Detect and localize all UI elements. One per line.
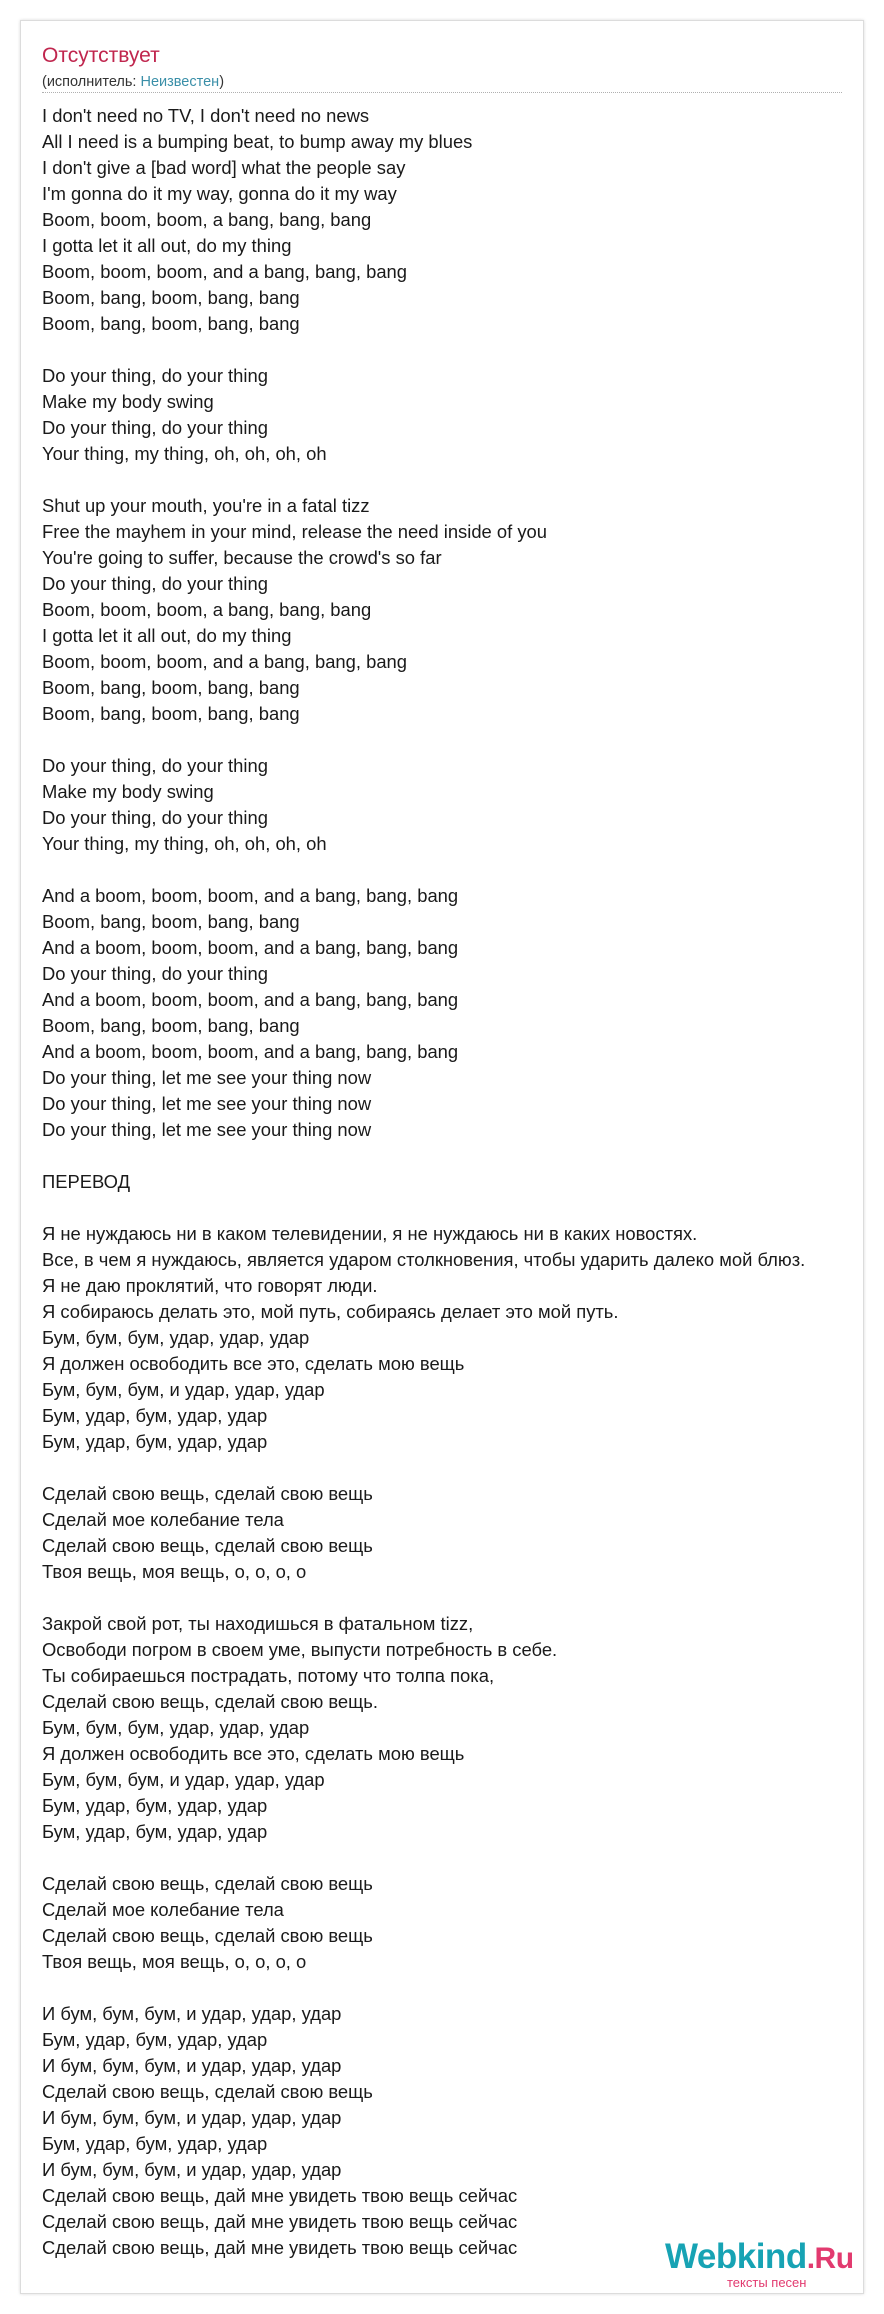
- lyric-line: Boom, boom, boom, and a bang, bang, bang: [42, 261, 408, 282]
- artist-line: [42, 72, 224, 92]
- lyric-line: Ты собираешься пострадать, потому что толпа пока,: [42, 1665, 495, 1686]
- lyric-blank-line: [42, 337, 878, 363]
- lyric-line: Сделай свою вещь, сделай свою вещь.: [42, 1691, 378, 1712]
- lyric-line: Бум, удар, бум, удар, удар: [42, 1405, 268, 1426]
- lyric-line: Бум, удар, бум, удар, удар: [42, 2133, 268, 2154]
- site-logo[interactable]: [665, 2236, 865, 2296]
- lyric-line: All I need is a bumping beat, to bump away my blues: [42, 131, 473, 152]
- lyric-line: Сделай мое колебание тела: [42, 1509, 284, 1530]
- lyric-blank-line: [42, 727, 878, 753]
- lyric-line: Boom, boom, boom, and a bang, bang, bang: [42, 651, 408, 672]
- lyric-line: Твоя вещь, моя вещь, о, о, о, о: [42, 1951, 307, 1972]
- lyric-line: Do your thing, do your thing: [42, 365, 268, 386]
- lyric-blank-line: [42, 467, 878, 493]
- lyric-line: Я должен освободить все это, сделать мою вещь: [42, 1743, 465, 1764]
- lyric-line: Я собираюсь делать это, мой путь, собираясь делает это мой путь.: [42, 1301, 619, 1322]
- lyric-line: Do your thing, let me see your thing now: [42, 1119, 372, 1140]
- lyric-line: Сделай свою вещь, сделай свою вещь: [42, 2081, 373, 2102]
- lyric-line: Do your thing, do your thing: [42, 417, 268, 438]
- lyric-line: Shut up your mouth, you're in a fatal tizz: [42, 495, 370, 516]
- lyric-line: And a boom, boom, boom, and a bang, bang, bang: [42, 989, 459, 1010]
- lyric-line: Бум, бум, бум, удар, удар, удар: [42, 1327, 310, 1348]
- lyric-line: Do your thing, do your thing: [42, 755, 268, 776]
- lyric-line: Твоя вещь, моя вещь, о, о, о, о: [42, 1561, 307, 1582]
- lyric-line: Free the mayhem in your mind, release the need inside of you: [42, 521, 547, 542]
- lyric-line: Boom, bang, boom, bang, bang: [42, 677, 300, 698]
- lyric-blank-line: [42, 1143, 878, 1169]
- lyric-blank-line: [42, 1585, 878, 1611]
- lyric-line: Сделай свою вещь, сделай свою вещь: [42, 1925, 373, 1946]
- lyric-line: Your thing, my thing, oh, oh, oh, oh: [42, 443, 327, 464]
- lyric-line: И бум, бум, бум, и удар, удар, удар: [42, 2003, 342, 2024]
- lyric-line: Boom, boom, boom, a bang, bang, bang: [42, 599, 372, 620]
- lyric-line: I gotta let it all out, do my thing: [42, 235, 292, 256]
- logo-wordmark: [665, 2236, 854, 2280]
- lyric-line: Бум, бум, бум, и удар, удар, удар: [42, 1379, 325, 1400]
- lyric-line: Сделай свою вещь, дай мне увидеть твою вещь сейчас: [42, 2211, 518, 2232]
- lyric-line: Сделай мое колебание тела: [42, 1899, 284, 1920]
- song-title: Отсутствует: [42, 44, 160, 67]
- lyric-blank-line: [42, 1975, 878, 2001]
- artist-link[interactable]: Неизвестен: [140, 74, 220, 90]
- lyric-line: I don't give a [bad word] what the people say: [42, 157, 406, 178]
- lyric-blank-line: [42, 857, 878, 883]
- lyric-line: Сделай свою вещь, дай мне увидеть твою вещь сейчас: [42, 2237, 518, 2258]
- lyric-line: Сделай свою вещь, сделай свою вещь: [42, 1873, 373, 1894]
- lyric-line: And a boom, boom, boom, and a bang, bang, bang: [42, 1041, 459, 1062]
- lyric-line: Make my body swing: [42, 781, 214, 802]
- lyric-line: And a boom, boom, boom, and a bang, bang, bang: [42, 885, 459, 906]
- lyric-line: И бум, бум, бум, и удар, удар, удар: [42, 2159, 342, 2180]
- lyric-line: Я должен освободить все это, сделать мою вещь: [42, 1353, 465, 1374]
- lyric-line: I don't need no TV, I don't need no news: [42, 105, 370, 126]
- lyric-line: Do your thing, do your thing: [42, 573, 268, 594]
- lyric-line: Бум, бум, бум, и удар, удар, удар: [42, 1769, 325, 1790]
- lyric-line: Бум, удар, бум, удар, удар: [42, 1795, 268, 1816]
- lyric-line: Do your thing, do your thing: [42, 807, 268, 828]
- lyric-line: You're going to suffer, because the crowd's so far: [42, 547, 442, 568]
- lyric-line: ПЕРЕВОД: [42, 1171, 131, 1192]
- lyric-line: Do your thing, do your thing: [42, 963, 268, 984]
- lyric-line: I gotta let it all out, do my thing: [42, 625, 292, 646]
- lyric-line: Я не даю проклятий, что говорят люди.: [42, 1275, 378, 1296]
- artist-suffix: ): [219, 74, 225, 90]
- lyric-line: Do your thing, let me see your thing now: [42, 1067, 372, 1088]
- lyric-line: Boom, bang, boom, bang, bang: [42, 911, 300, 932]
- lyric-blank-line: [42, 1455, 878, 1481]
- lyric-line: Make my body swing: [42, 391, 214, 412]
- header-divider: [42, 92, 842, 93]
- lyric-line: И бум, бум, бум, и удар, удар, удар: [42, 2107, 342, 2128]
- lyric-blank-line: [42, 1195, 878, 1221]
- lyric-line: Бум, удар, бум, удар, удар: [42, 2029, 268, 2050]
- logo-suffix: .Ru: [806, 2242, 854, 2275]
- lyric-line: I'm gonna do it my way, gonna do it my way: [42, 183, 397, 204]
- lyric-line: И бум, бум, бум, и удар, удар, удар: [42, 2055, 342, 2076]
- lyric-line: Do your thing, let me see your thing now: [42, 1093, 372, 1114]
- lyric-line: Boom, bang, boom, bang, bang: [42, 287, 300, 308]
- lyric-line: Сделай свою вещь, сделай свою вещь: [42, 1483, 373, 1504]
- artist-prefix: (исполнитель:: [42, 74, 141, 90]
- lyric-line: Сделай свою вещь, сделай свою вещь: [42, 1535, 373, 1556]
- logo-name: Webkind: [665, 2237, 807, 2276]
- lyric-line: Я не нуждаюсь ни в каком телевидении, я не нуждаюсь ни в каких новостях.: [42, 1223, 698, 1244]
- lyric-line: Boom, bang, boom, bang, bang: [42, 1015, 300, 1036]
- lyric-line: Boom, boom, boom, a bang, bang, bang: [42, 209, 372, 230]
- lyric-line: Закрой свой рот, ты находишься в фатальном tizz,: [42, 1613, 474, 1634]
- lyric-line: Сделай свою вещь, дай мне увидеть твою вещь сейчас: [42, 2185, 518, 2206]
- lyric-line: Boom, bang, boom, bang, bang: [42, 703, 300, 724]
- lyric-line: Boom, bang, boom, bang, bang: [42, 313, 300, 334]
- lyric-line: Your thing, my thing, oh, oh, oh, oh: [42, 833, 327, 854]
- lyrics-text: [42, 103, 878, 2261]
- logo-tagline: тексты песен: [727, 2275, 807, 2290]
- lyric-blank-line: [42, 1845, 878, 1871]
- lyric-line: And a boom, boom, boom, and a bang, bang, bang: [42, 937, 459, 958]
- lyric-line: Бум, бум, бум, удар, удар, удар: [42, 1717, 310, 1738]
- lyric-line: Все, в чем я нуждаюсь, является ударом столкновения, чтобы ударить далеко мой блюз.: [42, 1249, 806, 1270]
- lyric-line: Освободи погром в своем уме, выпусти потребность в себе.: [42, 1639, 558, 1660]
- lyric-line: Бум, удар, бум, удар, удар: [42, 1821, 268, 1842]
- lyric-line: Бум, удар, бум, удар, удар: [42, 1431, 268, 1452]
